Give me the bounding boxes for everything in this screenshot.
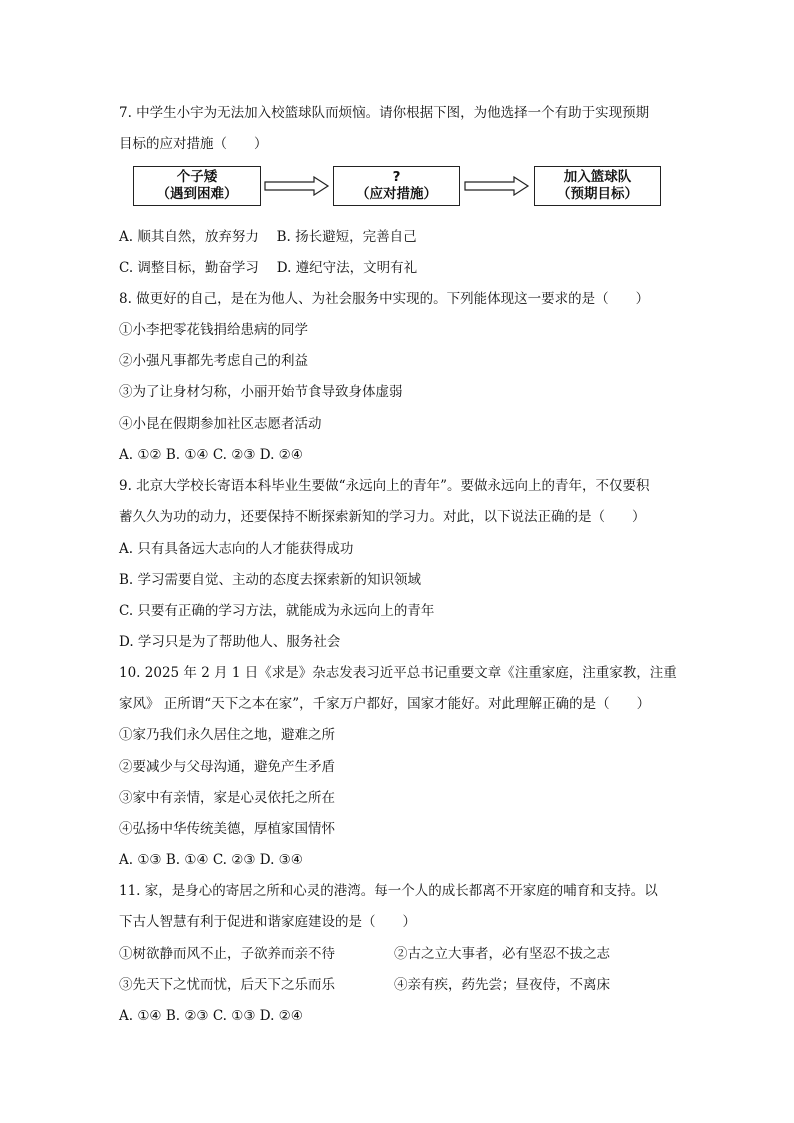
flow-box-measure [333,166,460,206]
flow-box-goal [534,166,661,206]
q10-item: ②要减少与父母沟通，避免产生矛盾 [119,759,335,775]
flow-box-measure-subtitle: （应对措施） [356,186,437,202]
flow-arrow-icon [464,176,530,196]
q9-stem-line2: 蓄久久为功的动力，还要保持不断探索新知的学习力。对此，以下说法正确的是（ ） [119,509,646,525]
q8-options: A. ①② B. ①④ C. ②③ D. ②④ [119,447,303,463]
q11-stem-line2: 下古人智慧有利于促进和谐家庭建设的是（ ） [119,914,416,930]
q7-options-line1: A. 顺其自然，放弃努力 B. 扬长避短，完善自己 [119,229,417,245]
q10-stem-line2: 家风》 正所谓“天下之本在家”，千家万户都好，国家才能好。对此理解正确的是（ ） [119,696,651,712]
q8-item: ①小李把零花钱捐给患病的同学 [119,322,308,338]
q11-item: ③先天下之忧而忧，后天下之乐而乐 [119,977,335,993]
q10-options: A. ①③ B. ①④ C. ②③ D. ③④ [119,852,303,868]
flow-box-difficulty [133,166,261,206]
q8-item: ③为了让身材匀称，小丽开始节食导致身体虚弱 [119,384,403,400]
flow-box-difficulty-subtitle: （遇到困难） [156,186,238,202]
q10-stem-line1: 10. 2025 年 2 月 1 日《求是》杂志发表习近平总书记重要文章《注重家庭，注重家教，注重 [119,665,677,681]
q7-stem-line2: 目标的应对措施（ ） [119,136,268,152]
q9-option-a: A. 只有具备远大志向的人才能获得成功 [119,541,354,557]
q11-options: A. ①④ B. ②③ C. ①③ D. ②④ [119,1008,303,1024]
q9-stem-line1: 9. 北京大学校长寄语本科毕业生要做“永远向上的青年”。要做永远向上的青年，不仅要积 [119,478,650,494]
flow-box-difficulty-title: 个子矮 [176,169,218,185]
q7-stem-line1: 7. 中学生小宇为无法加入校篮球队而烦恼。请你根据下图，为他选择一个有助于实现预期 [119,105,650,121]
q11-item: ①树欲静而风不止，子欲养而亲不待 [119,946,335,962]
q9-option-c: C. 只要有正确的学习方法，就能成为永远向上的青年 [119,603,435,619]
q11-item: ④亲有疾，药先尝；昼夜侍，不离床 [394,977,610,993]
q7-options-line2: C. 调整目标，勤奋学习 D. 遵纪守法，文明有礼 [119,260,418,276]
q8-item: ④小昆在假期参加社区志愿者活动 [119,416,322,432]
q11-item: ②古之立大事者，必有坚忍不拔之志 [394,946,610,962]
flow-box-measure-title: ? [392,169,401,185]
q10-item: ③家中有亲情，家是心灵依托之所在 [119,790,335,806]
q10-item: ④弘扬中华传统美德，厚植家国情怀 [119,821,335,837]
q8-item: ②小强凡事都先考虑自己的利益 [119,353,308,369]
q10-item: ①家乃我们永久居住之地，避难之所 [119,727,335,743]
q11-stem-line1: 11. 家，是身心的寄居之所和心灵的港湾。每一个人的成长都离不开家庭的哺育和支持。以 [119,883,658,899]
flow-box-goal-title: 加入篮球队 [563,169,632,185]
q9-option-d: D. 学习只是为了帮助他人、服务社会 [119,634,341,650]
q8-stem: 8. 做更好的自己，是在为他人、为社会服务中实现的。下列能体现这一要求的是（ ） [119,291,650,307]
flow-arrow-icon [264,176,330,196]
q9-option-b: B. 学习需要自觉、主动的态度去探索新的知识领域 [119,572,422,588]
flow-box-goal-subtitle: （预期目标） [557,186,638,202]
